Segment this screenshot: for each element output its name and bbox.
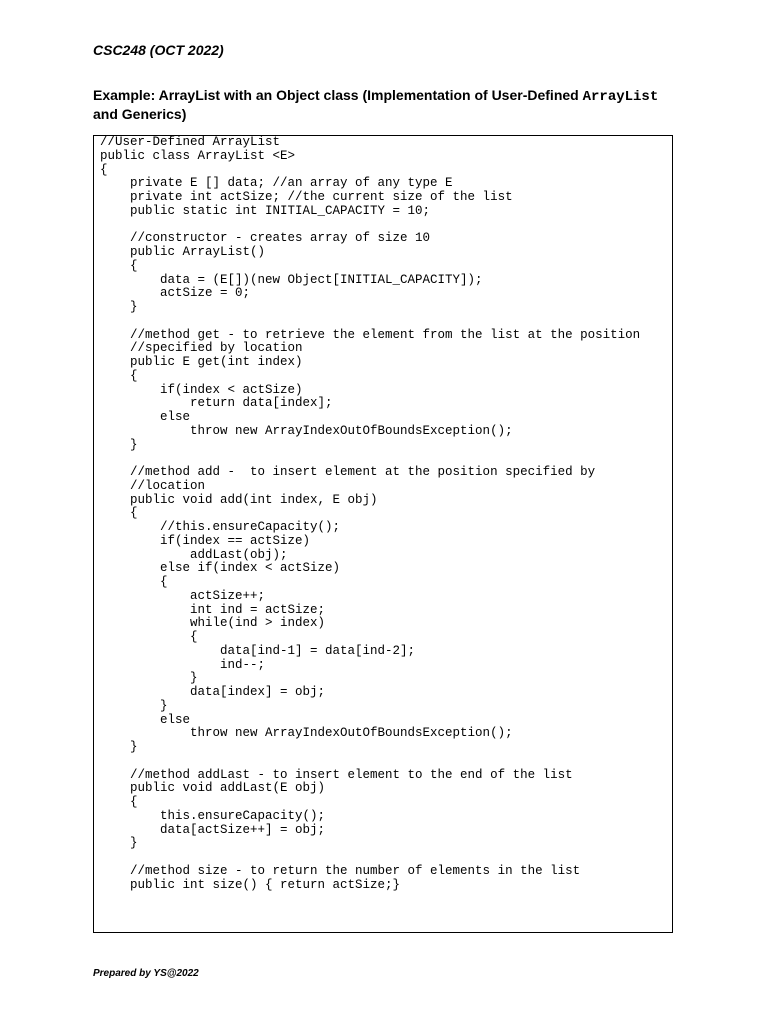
code-line: data = (E[])(new Object[INITIAL_CAPACITY]);: [100, 272, 483, 287]
code-line: //method size - to return the number of elements in the list: [100, 863, 581, 878]
code-line: data[index] = obj;: [100, 685, 326, 699]
code-line: actSize = 0;: [100, 286, 251, 301]
code-line: //specified by location: [100, 341, 303, 356]
code-line: private int actSize; //the current size of the list: [100, 190, 513, 204]
code-line: [100, 452, 640, 466]
code-line: }: [100, 671, 198, 686]
code-line: }: [100, 437, 138, 452]
code-line: {: [100, 368, 138, 383]
code-line: {: [100, 795, 138, 809]
code-line: data[ind-1] = data[ind-2];: [100, 643, 416, 658]
code-line: data[actSize++] = obj;: [100, 822, 326, 837]
code-line: else: [100, 712, 191, 727]
code-line: ind--;: [100, 657, 266, 672]
example-title: [93, 87, 683, 123]
code-line: //this.ensureCapacity();: [100, 520, 341, 534]
code-line: {: [100, 162, 108, 177]
code-line: //method get - to retrieve the element from the list at the position: [100, 327, 641, 342]
code-line: else if(index < actSize): [100, 561, 341, 576]
code-line: if(index < actSize): [100, 382, 303, 397]
code-line: throw new ArrayIndexOutOfBoundsException();: [100, 726, 513, 741]
code-line: {: [100, 630, 198, 644]
code-listing-box: [93, 135, 673, 933]
code-line: {: [100, 506, 138, 521]
code-line: {: [100, 575, 168, 589]
code-line: }: [100, 698, 168, 713]
code-listing: [100, 136, 640, 892]
code-line: addLast(obj);: [100, 547, 288, 562]
example-title-suffix: and Generics): [93, 106, 187, 122]
code-line: //User-Defined ArrayList: [100, 135, 281, 149]
code-line: if(index == actSize): [100, 533, 311, 548]
code-line: [100, 755, 640, 769]
code-line: return data[index];: [100, 396, 333, 411]
code-line: //method addLast - to insert element to the end of the list: [100, 767, 573, 782]
code-line: public static int INITIAL_CAPACITY = 10;: [100, 203, 431, 218]
code-line: public void add(int index, E obj): [100, 492, 378, 507]
example-title-prefix: Example: ArrayList with an Object class (Implementation of User-Defined: [93, 87, 583, 103]
code-line: [100, 851, 640, 865]
code-line: //method add - to insert element at the position specified by: [100, 465, 596, 479]
code-line: actSize++;: [100, 588, 266, 603]
code-line: }: [100, 740, 138, 754]
code-line: private E [] data; //an array of any type E: [100, 176, 453, 191]
code-line: {: [100, 258, 138, 273]
code-line: //location: [100, 478, 206, 493]
footer-credit: Prepared by YS@2022: [93, 968, 199, 979]
code-line: }: [100, 300, 138, 314]
code-line: throw new ArrayIndexOutOfBoundsException();: [100, 423, 513, 438]
code-line: //constructor - creates array of size 10: [100, 231, 431, 246]
code-line: while(ind > index): [100, 616, 326, 631]
course-header: CSC248 (OCT 2022): [93, 42, 224, 58]
code-line: int ind = actSize;: [100, 602, 326, 617]
code-line: this.ensureCapacity();: [100, 808, 326, 823]
code-line: }: [100, 836, 138, 851]
code-line: else: [100, 410, 191, 424]
code-line: [100, 315, 640, 329]
code-line: public class ArrayList <E>: [100, 148, 296, 163]
code-line: public int size() { return actSize;}: [100, 877, 401, 892]
code-line: public E get(int index): [100, 355, 303, 369]
code-line: [100, 219, 640, 233]
example-title-code-word: ArrayList: [582, 89, 659, 105]
code-line: public ArrayList(): [100, 245, 266, 259]
code-line: public void addLast(E obj): [100, 781, 326, 796]
